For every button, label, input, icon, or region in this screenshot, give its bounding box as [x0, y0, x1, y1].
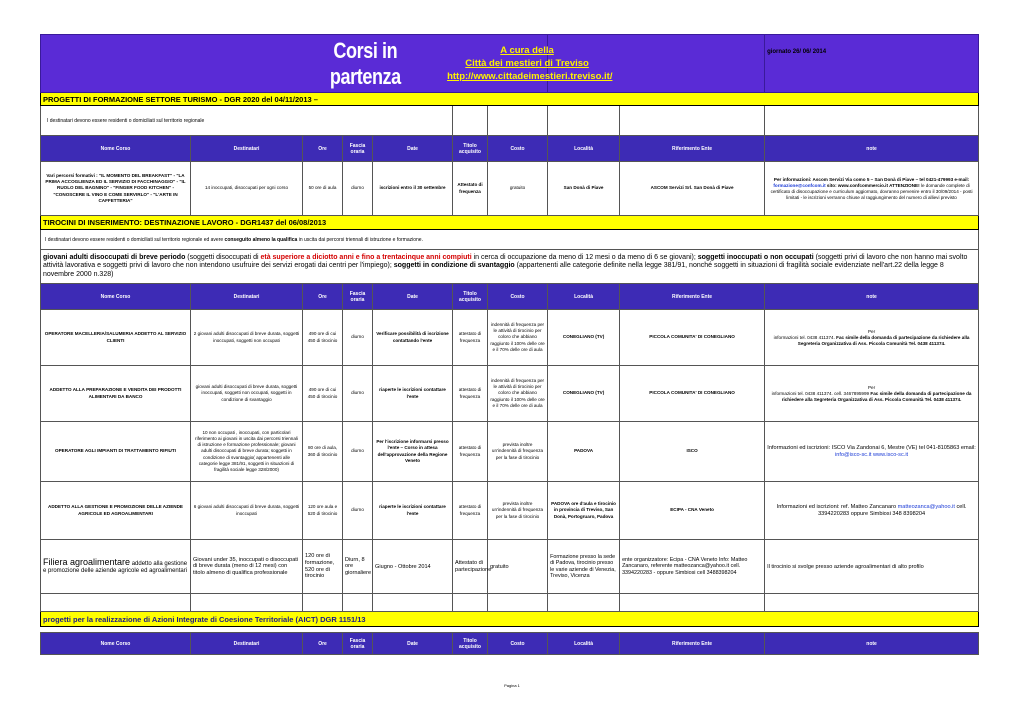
course-cost: gratuito	[488, 162, 548, 216]
courses-table	[40, 34, 979, 655]
banner-org: Città dei mestieri di Treviso	[465, 58, 589, 69]
table-row: Filiera agroalimentare addetto alla gestione e promozione delle aziende agricole ed agroalimentari Giovani under 35, inoccupati o disoccupati di breve durata (meno di 12 mesi) con titolo almeno di qualifica professionale 120 ore di formazione, 520 ore di tirocinio Diurn, 8 ore giornaliere Giugno - Ottobre 2014 Attestato di partecipazione gratuito Formazione presso la sede di Padova, tirocinio presso le varie aziende di Venezia, Treviso, Vicenza ente organizzatore: Ecipa - CNA Veneto Info: Matteo Zancanaro, referente matteozanca@yahoo.it cell. 3394220283 - oppure Simbiosi cell 3488398204 Il tirocinio si svolge presso aziende agroalimentari di alto profilo	[41, 540, 979, 594]
header-note: note	[765, 136, 979, 162]
section-turismo-title-row	[41, 93, 979, 106]
table-header-row: Nome Corso Destinatari Ore Fascia oraria Date Titolo acquisito Costo Località Riferimento Ente note	[41, 284, 979, 310]
course-hours: 50 ore di aula	[303, 162, 343, 216]
section-tirocini-note: I destinatari devono essere residenti o domiciliati sul territorio regionale ed avere conseguito almeno la qualifica in uscita dai percorsi triennali di istruzione e formazione.	[41, 230, 979, 250]
header-costo: Costo	[488, 136, 548, 162]
header-fascia: Fascia oraria	[343, 136, 373, 162]
section-aict-title-row	[41, 612, 979, 627]
course-location: San Donà di Piave	[548, 162, 620, 216]
header-localita: Località	[548, 136, 620, 162]
email-link[interactable]: formazione@confcom.it	[773, 182, 826, 188]
course-entity: ASCOM Servizi Srl. San Donà di Piave	[620, 162, 765, 216]
table-row: ADDETTO ALLA PREPARAZIONE E VENDITA DEI PRODOTTI ALIMENTARI DA BANCO giovani adulti disoccupati di breve durata, soggetti inoccupati, soggetti non occupati, soggetti in condizione di svantaggio 490 ore di cui 450 di tirocinio diurno riaperte le iscrizioni contattare l'ente attestato di frequenza indennità di frequenza per le attività di tirocinio per coloro che abbiano raggiunto il 100% delle ore e il 70% delle ore di aula CONEGLIANO (TV) PICCOLA COMUNITA' DI CONEGLIANO Per informazioni tel. 0438 411374. cell. 3467895999 Fac simile della domanda di partecipazione da richiedere alla Segreteria Organizzativa di Ass. Piccola Comunità Tel. 0438 411374.	[41, 366, 979, 422]
table-row: ADDETTO ALLA GESTIONE E PROMOZIONE DELLE AZIENDE AGRICOLE ED AGROALIMENTARI 6 giovani adulti disoccupati di breve durata, soggetti inoccupati 120 ore aula e 520 di tirocinio diurno riaperte le iscrizioni contattare l'ente attestato di frequenza prevista inoltre un'indennità di frequenza per la fase di tirocinio PADOVA ore d'aula e tirocinio in provincia di Treviso, San Donà, Portogruaro, Padova ECIPA - CNA Veneto Informazioni ed iscrizioni: ref. Matteo Zancanaro matteozanca@yahoo.it cell. 3394220283 oppure Simbiosi 348 8398204	[41, 482, 979, 540]
page-title: Corsi in partenza	[330, 37, 402, 89]
section-turismo-title: PROGETTI DI FORMAZIONE SETTORE TURISMO - DGR 2020 del 04/11/2013 –	[41, 93, 979, 106]
section-aict-title: progetti per la realizzazione di Azioni Integrate di Coesione Territoriale (AICT) DGR 1151/13	[41, 612, 979, 627]
course-dates: iscrizioni entro il 30 settembre	[373, 162, 453, 216]
course-time: diurno	[343, 162, 373, 216]
course-recipients: 14 inoccupati, disoccupati per ogni corso	[191, 162, 303, 216]
banner-title-cell	[41, 35, 613, 93]
table-row	[41, 162, 979, 216]
email-link[interactable]: matteozanca@yahoo.it	[897, 503, 955, 510]
page-footer: Pagina 1	[504, 683, 520, 688]
banner-row	[41, 35, 979, 93]
email-link[interactable]: info@isco-sc.it	[834, 451, 872, 458]
banner-url-link[interactable]: http://www.cittadeimestieri.treviso.it/	[447, 71, 613, 82]
section-tirocini-title-row	[41, 216, 979, 230]
table-row: OPERATORE AGLI IMPIANTI DI TRATTAMENTO RIFIUTI 10 non occupati , inoccupati, con particolari riferimento ai giovani in uscita dai percorsi triennali di istruzione e formazione professionale; giovani adulti disoccupati di breve durata; soggetti in condizione di svantaggio( appartenenti alle categorie legge 381/91, soggetti in situazioni di fragilità sociale legge 328/2000) 80 ore di aula, 360 di tirocinio diurno Per l'iscrizione informarsi presso l'ente – Corso in attesa dell'approvazione della Regione Veneto attestato di frequenza prevista inoltre un'indennità di frequenza per la fase di tirocinio PADOVA ISCO Informazioni ed iscrizioni: ISCO Via Zandonai 6, Mestre (VE) tel 041-8105863 email: info@isco-sc.it www.isco-sc.it	[41, 422, 979, 482]
table-row: OPERATORE MACELLERIA/SALUMERIA ADDETTO AL SERVIZIO CLIENTI 2 giovani adulti disoccupati di breve durata, soggetti inoccupati, soggetti non occupati 490 ore di cui 450 di tirocinio diurno Verificare possibilità di iscrizione contattando l'ente attestato di frequenza indennità di frequenza per le attività di tirocinio per coloro che abbiano raggiunto il 100% delle ore e il 70% delle ore di aula CONEGLIANO (TV) PICCOLA COMUNITA' DI CONEGLIANO Per informazioni tel. 0438 411374. Fac simile della domanda di partecipazione da richiedere alla Segreteria Organizzativa di Ass. Piccola Comunità Tel. 0438 411374.	[41, 310, 979, 366]
section-tirocini-intro: giovani adulti disoccupati di breve periodo (soggetti disoccupati di età superiore a diciotto anni e fino a trentacinque anni compiuti in cerca di occupazione da meno di 12 mesi o da meno di 6 se giovani); soggetti inoccupati o non occupati (soggetti privi di lavoro che non hanno mai svolto attività lavorativa e soggetti privi di lavoro che non intendono usufruire dei servizi erogati dai centri per l'impiego); soggetti in condizione di svantaggio (appartenenti alle categorie definite nella legge 381/91, nonché soggetti in situazioni di fragilità sociale evidenziate nell'art.22 della legge 8 novembre 2000 n.328)	[41, 250, 979, 284]
course-name: Vari percorsi formativi : "IL MOMENTO DEL BREAKFAST" - "LA PRIMA ACCOGLIENZA ED IL SERVIZIO DI FACCHINAGGIO" - "IL RUOLO DEL BAGNINO" - "FINGER FOOD KITCHEN" - "CONOSCERE IL VINO E COME SERVIRLO" - "L'ARTE IN CAFFETTERIA"	[41, 162, 191, 216]
header-date: Date	[373, 136, 453, 162]
header-titolo: Titolo acquisito	[453, 136, 488, 162]
header-ore: Ore	[303, 136, 343, 162]
header-destinatari: Destinatari	[191, 136, 303, 162]
section-turismo-note: I destinatari devono essere residenti o domiciliati sul territorio regionale	[41, 106, 453, 136]
header-ente: Riferimento Ente	[620, 136, 765, 162]
table-header-row	[41, 136, 979, 162]
course-title: Attestato di frequenza	[453, 162, 488, 216]
table-header-row: Nome Corso Destinatari Ore Fascia oraria Date Titolo acquisito Costo Località Riferimento Ente note	[41, 633, 979, 655]
section-tirocini-title: TIROCINI DI INSERIMENTO: DESTINAZIONE LAVORO - DGR1437 del 06/08/2013	[41, 216, 979, 230]
banner-date: giornato 26/ 06/ 2014	[765, 35, 979, 93]
spreadsheet-page	[40, 34, 978, 655]
header-nome-corso: Nome Corso	[41, 136, 191, 162]
course-notes: Per informazioni: Ascom Servizi Via como 5 – San Donà di Piave – tel 0421-479993 e-mail: formazione@confcom.it sito: www.confcommercio.it ATTENZIONE! le domande complete di certificato di disoccupazione e curriculum aggiornato, dovranno pervenire entro il 30/09/2014 - posti limitati - le iscrizioni verranno chiuse al raggiungimento del numero di allievi previsto	[765, 162, 979, 216]
banner-acura: A cura della	[500, 45, 554, 56]
